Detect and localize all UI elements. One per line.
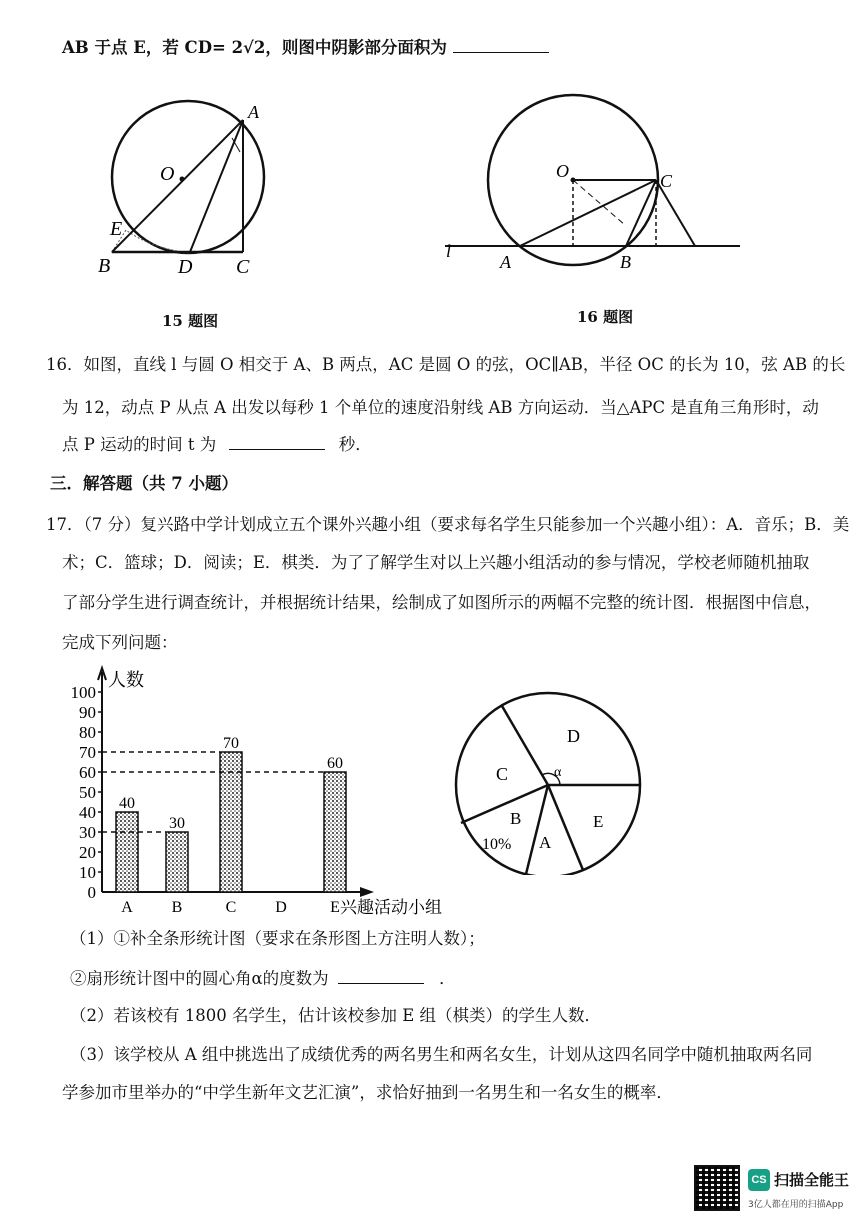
- pie-chart: [450, 675, 650, 875]
- figure16-label: A: [500, 252, 511, 272]
- q17-sub2: （2）若该校有 1800 名学生，估计该校参加 E 组（棋类）的学生人数．: [70, 1006, 602, 1025]
- figure15-label: C: [236, 256, 250, 278]
- y-tick-label: 40: [79, 803, 96, 822]
- x-tick-label: A: [121, 899, 133, 916]
- figure16-dashed-diag: [573, 180, 625, 225]
- section-heading: 三．解答题（共 7 小题）: [50, 474, 238, 493]
- figure15-label: D: [178, 256, 193, 278]
- bar-C: [220, 752, 242, 892]
- brand-name: 扫描全能王: [774, 1171, 850, 1189]
- figure-16: [440, 85, 750, 295]
- y-tick-label: 10: [79, 863, 96, 882]
- q16-line3: [62, 433, 372, 456]
- cs-logo: CS: [748, 1169, 770, 1191]
- q17-sub1a: （1）①补全条形统计图（要求在条形图上方注明人数）；: [70, 929, 485, 948]
- y-tick-label: 50: [79, 783, 96, 802]
- pie-divider: [502, 706, 548, 785]
- qr-code-icon: [694, 1165, 740, 1211]
- pie-slice-label: B: [510, 809, 522, 828]
- brand-tagline: 3亿人都在用的扫描App: [748, 1200, 844, 1210]
- pie-divider: [526, 785, 548, 874]
- pie-slice-label: A: [539, 833, 552, 852]
- pie-alpha-label: α: [554, 765, 562, 780]
- x-tick-label: E: [330, 899, 340, 916]
- figure16-label: C: [660, 171, 673, 191]
- y-tick-label: 70: [79, 743, 96, 762]
- answer-blank-16: [229, 433, 325, 450]
- x-axis-arrow: [360, 887, 374, 897]
- bar-chart: [60, 660, 460, 925]
- bar-B: [166, 832, 188, 892]
- q17-sub1b-end: ．: [439, 969, 456, 988]
- figure16-center-dot: [571, 178, 576, 183]
- pie-divider: [461, 785, 548, 823]
- q17-sub3a: （3）该学校从 A 组中挑选出了成绩优秀的两名男生和两名女生，计划从这四名同学中随机抽取两名同: [70, 1045, 813, 1064]
- figure16-label: B: [620, 252, 631, 272]
- figure15-label: B: [98, 255, 111, 277]
- bar-A: [116, 812, 138, 892]
- figure-15: [90, 90, 290, 290]
- bar-E: [324, 772, 346, 892]
- figure15-label: O: [160, 163, 175, 185]
- q17-sub1b: [70, 967, 456, 990]
- q16-line3-end: 秒．: [338, 435, 372, 454]
- y-tick-label: 100: [70, 683, 96, 702]
- figure15-label: A: [248, 102, 259, 122]
- figure15-line-da: [190, 120, 243, 252]
- figure15-caption: 15 题图: [162, 312, 219, 330]
- x-tick-label: D: [275, 899, 287, 916]
- pie-slice-label: D: [567, 726, 580, 746]
- answer-blank-15: [453, 36, 549, 53]
- x-tick-label: C: [225, 899, 237, 916]
- q17-sub1b-text: ②扇形统计图中的圆心角α的度数为: [70, 969, 329, 988]
- scanner-watermark: [694, 1165, 862, 1217]
- bar-data-label: 30: [169, 815, 185, 832]
- q17-line2: 术；C．篮球；D．阅读；E．棋类．为了了解学生对以上兴趣小组活动的参与情况，学校老师随机抽取: [62, 553, 810, 572]
- intro-line: [62, 36, 549, 59]
- y-axis-title: 人数: [108, 670, 144, 690]
- pie-percent-label: 10%: [482, 836, 512, 853]
- q17-line4: 完成下列问题：: [62, 633, 178, 652]
- x-tick-label: B: [171, 899, 183, 916]
- bar-data-label: 70: [223, 735, 239, 752]
- q16-line2: 为 12，动点 P 从点 A 出发以每秒 1 个单位的速度沿射线 AB 方向运动．当△APC 是直角三角形时，动: [62, 398, 819, 417]
- pie-slice-label: C: [496, 764, 509, 784]
- y-tick-label: 90: [79, 703, 96, 722]
- y-tick-label: 80: [79, 723, 96, 742]
- y-tick-label: 30: [79, 823, 96, 842]
- x-axis-title: 兴趣活动小组: [340, 898, 442, 917]
- bar-data-label: 40: [119, 795, 135, 812]
- figure15-line-ba: [112, 120, 243, 252]
- figure16-label: O: [556, 161, 569, 181]
- y-tick-label: 60: [79, 763, 96, 782]
- intro-text: AB 于点 E，若 CD= 2√2，则图中阴影部分面积为: [62, 38, 447, 57]
- q16-line3-text: 点 P 运动的时间 t 为: [62, 435, 217, 454]
- pie-divider: [548, 785, 583, 870]
- answer-blank-17: [338, 967, 424, 984]
- q17-line1: 17．（7 分）复兴路中学计划成立五个课外兴趣小组（要求每名学生只能参加一个兴趣小组）：A．音乐；B．美: [46, 515, 850, 534]
- figure15-center-dot: [180, 177, 185, 182]
- figure15-label: E: [110, 218, 123, 240]
- y-tick-label: 20: [79, 843, 96, 862]
- q16-line1: 16．如图，直线 l 与圆 O 相交于 A、B 两点，AC 是圆 O 的弦，OC∥AB，半径 OC 的长为 10，弦 AB 的长: [46, 355, 846, 374]
- bar-data-label: 60: [327, 755, 343, 772]
- q17-sub3b: 学参加市里举办的“中学生新年文艺汇演”，求恰好抽到一名男生和一名女生的概率．: [62, 1083, 673, 1102]
- pie-slice-label: E: [593, 812, 604, 831]
- q17-line3: 了部分学生进行调查统计，并根据统计结果，绘制成了如图所示的两幅不完整的统计图．根据图中信息，: [62, 593, 821, 612]
- figure16-caption: 16 题图: [577, 308, 634, 326]
- y-tick-label: 0: [87, 883, 96, 902]
- figure16-label: l: [446, 241, 452, 261]
